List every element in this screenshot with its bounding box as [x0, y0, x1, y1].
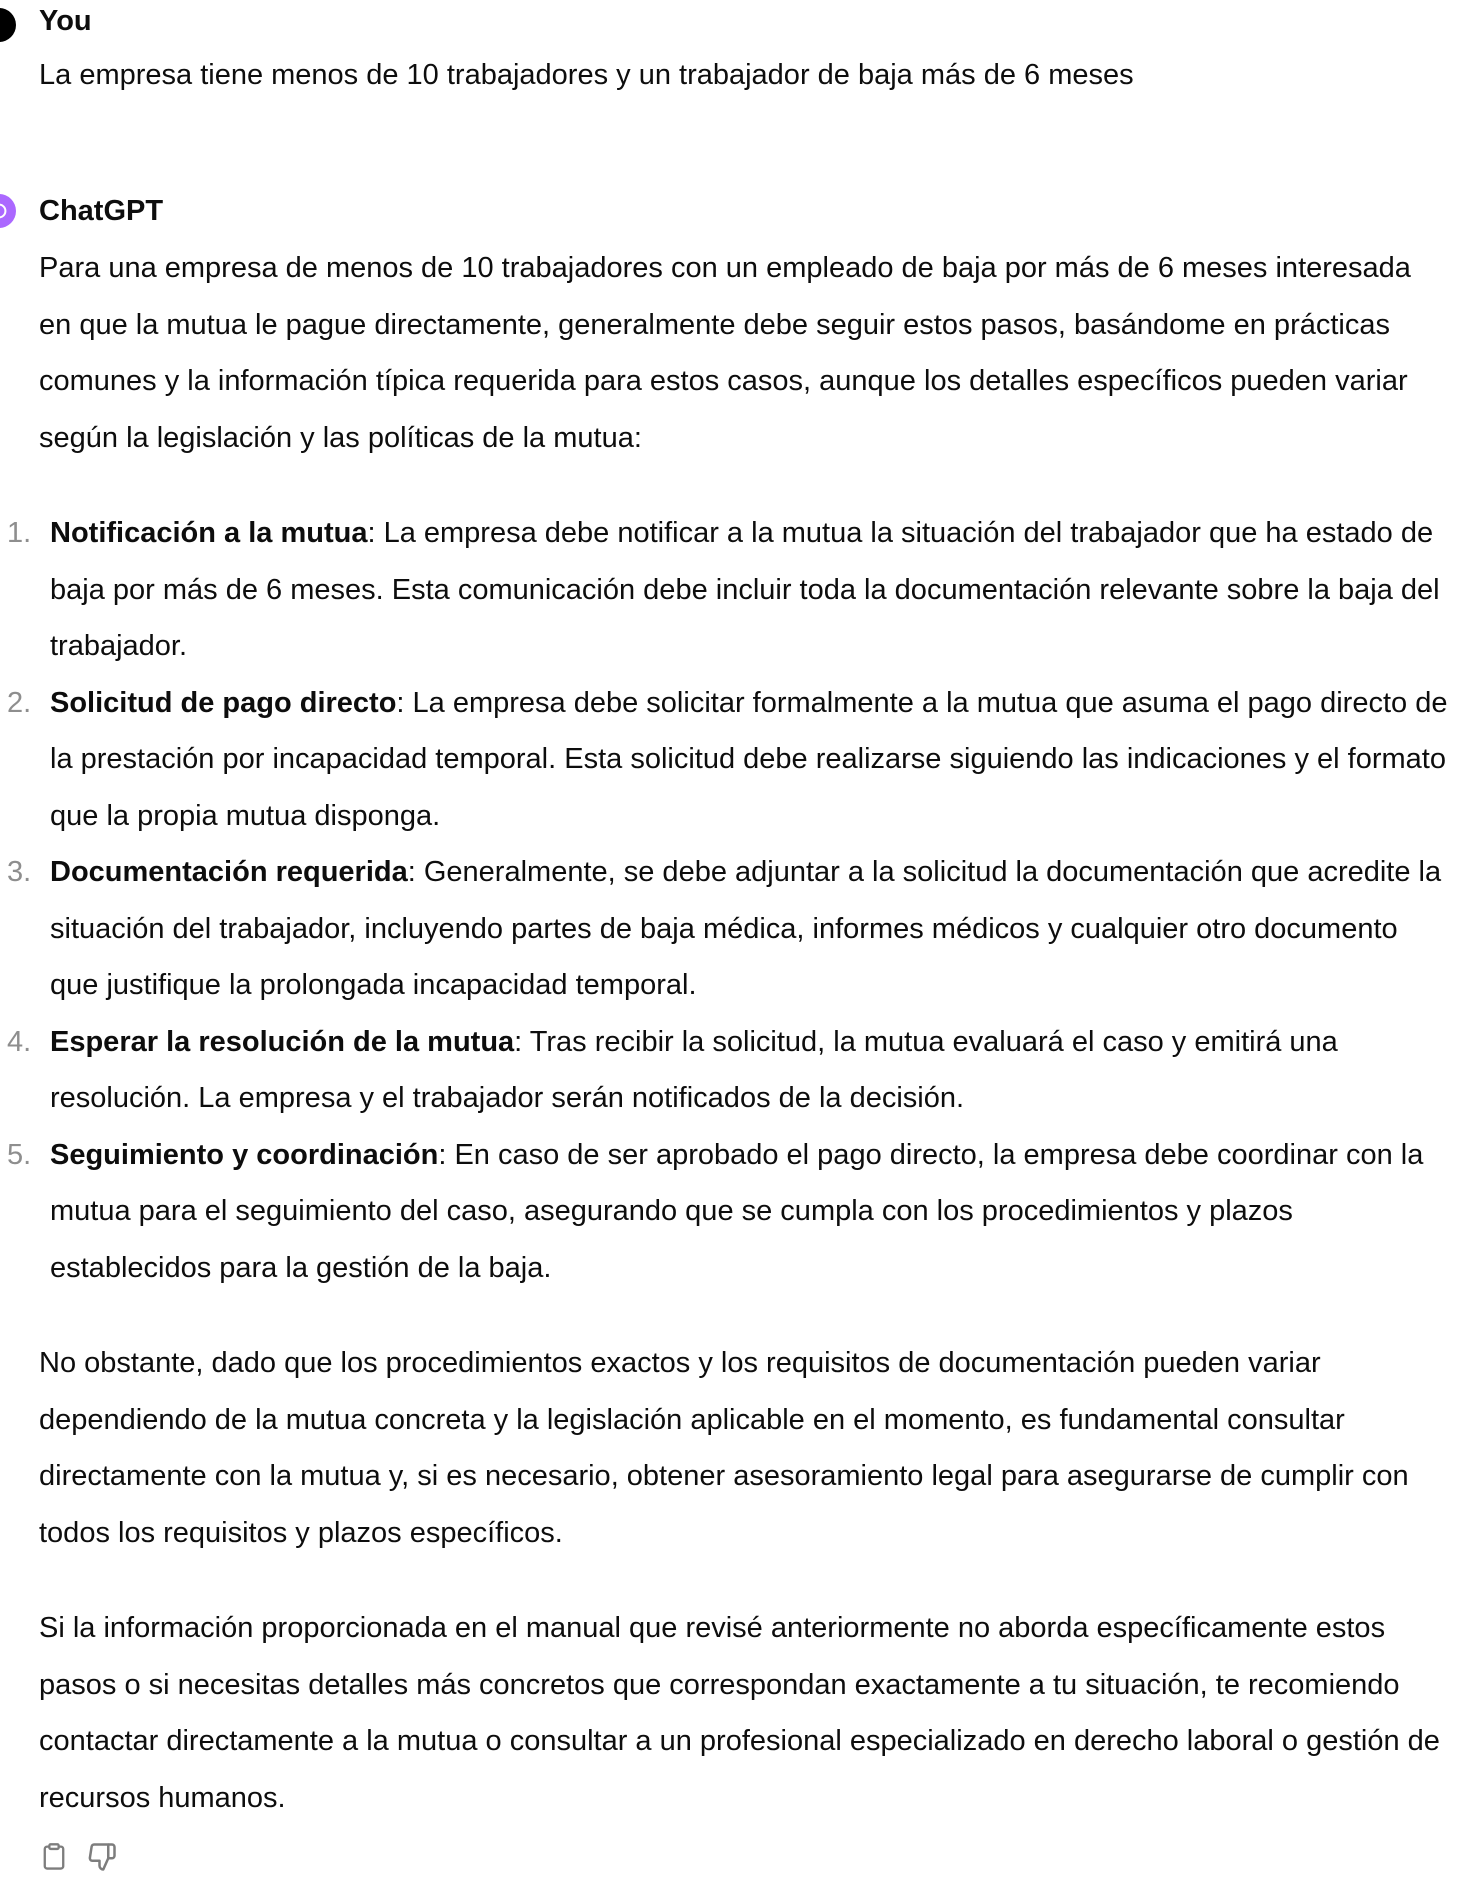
assistant-paragraph-3: Si la información proporcionada en el manual que revisé anteriormente no aborda específicamente estos pasos o si necesitas detalles más concretos que correspondan exactamente a tu situación, te recomiendo contactar directamente a la mutua o consultar a un profesional especializado en derecho laboral o gestión de recursos humanos. — [39, 1612, 1440, 1814]
list-item — [7, 844, 1449, 1014]
list-number: 1. — [7, 517, 32, 549]
list-number: 3. — [7, 856, 32, 888]
step-text: : En caso de ser aprobado el pago directo, la empresa debe coordinar con la mutua para el seguimiento del caso, asegurando que se cumpla con los procedimientos y plazos establecidos para la gestión de la baja. — [50, 1138, 1424, 1284]
list-number: 4. — [7, 1025, 32, 1058]
step-title: Seguimiento y coordinación — [50, 1138, 439, 1171]
list-number: 5. — [7, 1138, 32, 1171]
step-title: Solicitud de pago directo — [50, 686, 397, 719]
assistant-intro: Para una empresa de menos de 10 trabajadores con un empleado de baja por más de 6 meses interesada en que la mutua le pague directamente, generalmente debe seguir estos pasos, basándome en prácticas comunes y la información típica requerida para estos casos, aunque los detalles específicos pueden variar según la legislación y las políticas de la mutua: — [39, 252, 1411, 454]
copy-button[interactable] — [39, 1842, 69, 1872]
openai-logo-icon — [0, 200, 10, 222]
step-title: Documentación requerida — [50, 856, 408, 888]
step-text: : La empresa debe solicitar formalmente a la mutua que asuma el pago directo de la prestación por incapacidad temporal. Esta solicitud debe realizarse siguiendo las indicaciones y el formato que la propia mutua disponga. — [50, 686, 1448, 832]
assistant-message-body — [7, 240, 1449, 1826]
thumbs-down-icon — [87, 1842, 117, 1872]
assistant-avatar — [0, 194, 16, 228]
step-text: : Tras recibir la solicitud, la mutua evaluará el caso y emitirá una resolución. La empresa y el trabajador serán notificados de la decisión. — [50, 1025, 1338, 1114]
step-title: Esperar la resolución de la mutua — [50, 1025, 515, 1058]
assistant-paragraph-2: No obstante, dado que los procedimientos exactos y los requisitos de documentación pueden variar dependiendo de la mutua concreta y la legislación aplicable en el momento, es fundamental consultar directamente con la mutua y, si es necesario, obtener asesoramiento legal para asegurarse de cumplir con todos los requisitos y plazos específicos. — [39, 1347, 1409, 1549]
list-number: 2. — [7, 686, 32, 719]
step-text: : Generalmente, se debe adjuntar a la solicitud la documentación que acredite la situación del trabajador, incluyendo partes de baja médica, informes médicos y cualquier otro documento que justifique la prolongada incapacidad temporal. — [50, 856, 1442, 1001]
message-actions — [39, 1842, 117, 1872]
list-item — [7, 1014, 1449, 1127]
thumbs-down-button[interactable] — [87, 1842, 117, 1872]
steps-list — [7, 505, 1449, 1296]
list-item — [7, 675, 1449, 845]
user-avatar — [0, 8, 16, 42]
assistant-author-name: ChatGPT — [39, 195, 164, 227]
user-message-text: La empresa tiene menos de 10 trabajadores y un trabajador de baja más de 6 meses — [39, 59, 1134, 91]
list-item — [7, 1127, 1449, 1297]
step-text: : La empresa debe notificar a la mutua la situación del trabajador que ha estado de baja por más de 6 meses. Esta comunicación debe incluir toda la documentación relevante sobre la baja del trabajador. — [50, 517, 1440, 662]
list-item — [7, 505, 1449, 675]
clipboard-icon — [40, 1842, 68, 1872]
step-title: Notificación a la mutua — [50, 517, 368, 549]
user-author-name: You — [39, 5, 92, 37]
